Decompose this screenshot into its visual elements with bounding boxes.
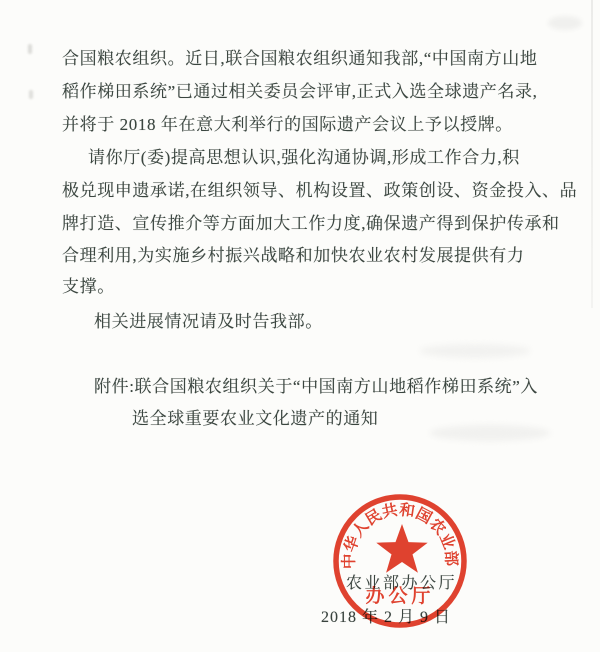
ink-bleed-artifact <box>430 425 550 441</box>
scan-edge-artifact <box>591 0 593 308</box>
ink-bleed-artifact <box>420 344 530 358</box>
signature-date: 2018 年 2 月 9 日 <box>321 609 452 626</box>
scan-smudge-artifact <box>548 16 582 30</box>
body-line-6: 牌打造、宣传推介等方面加大工作力度,确保遗产得到保护传承和 <box>62 214 560 233</box>
seal-star-icon <box>376 524 427 573</box>
body-line-3: 并将于 2018 年在意大利举行的国际遗产会议上予以授牌。 <box>62 115 513 134</box>
official-seal-icon <box>320 481 480 641</box>
attachment-line-1: 附件:联合国粮农组织关于“中国南方山地稻作梯田系统”入 <box>94 377 539 396</box>
attachment-line-2: 选全球重要农业文化遗产的通知 <box>132 409 379 428</box>
scan-speck-artifact <box>28 44 32 54</box>
seal-bottom-text: 办公厅 <box>365 586 435 607</box>
scan-speck-artifact <box>29 90 33 99</box>
body-line-2: 稻作梯田系统”已通过相关委员会评审,正式入选全球遗产名录, <box>62 82 538 101</box>
body-line-4: 请你厅(委)提高思想认识,强化沟通协调,形成工作合力,积 <box>88 148 520 167</box>
seal-ring-text: 中华人民共和国农业部 <box>340 501 460 570</box>
body-line-1: 合国粮农组织。近日,联合国粮农组织通知我部,“中国南方山地 <box>62 49 538 68</box>
issuer-name: 农业部办公厅 <box>346 575 458 592</box>
body-line-9: 相关进展情况请及时告我部。 <box>94 312 323 331</box>
body-line-8: 支撑。 <box>62 277 115 296</box>
body-line-7: 合理利用,为实施乡村振兴战略和加快农业农村发展提供有力 <box>62 246 525 265</box>
body-line-5: 极兑现申遗承诺,在组织领导、机构设置、政策创设、资金投入、品 <box>62 181 578 200</box>
